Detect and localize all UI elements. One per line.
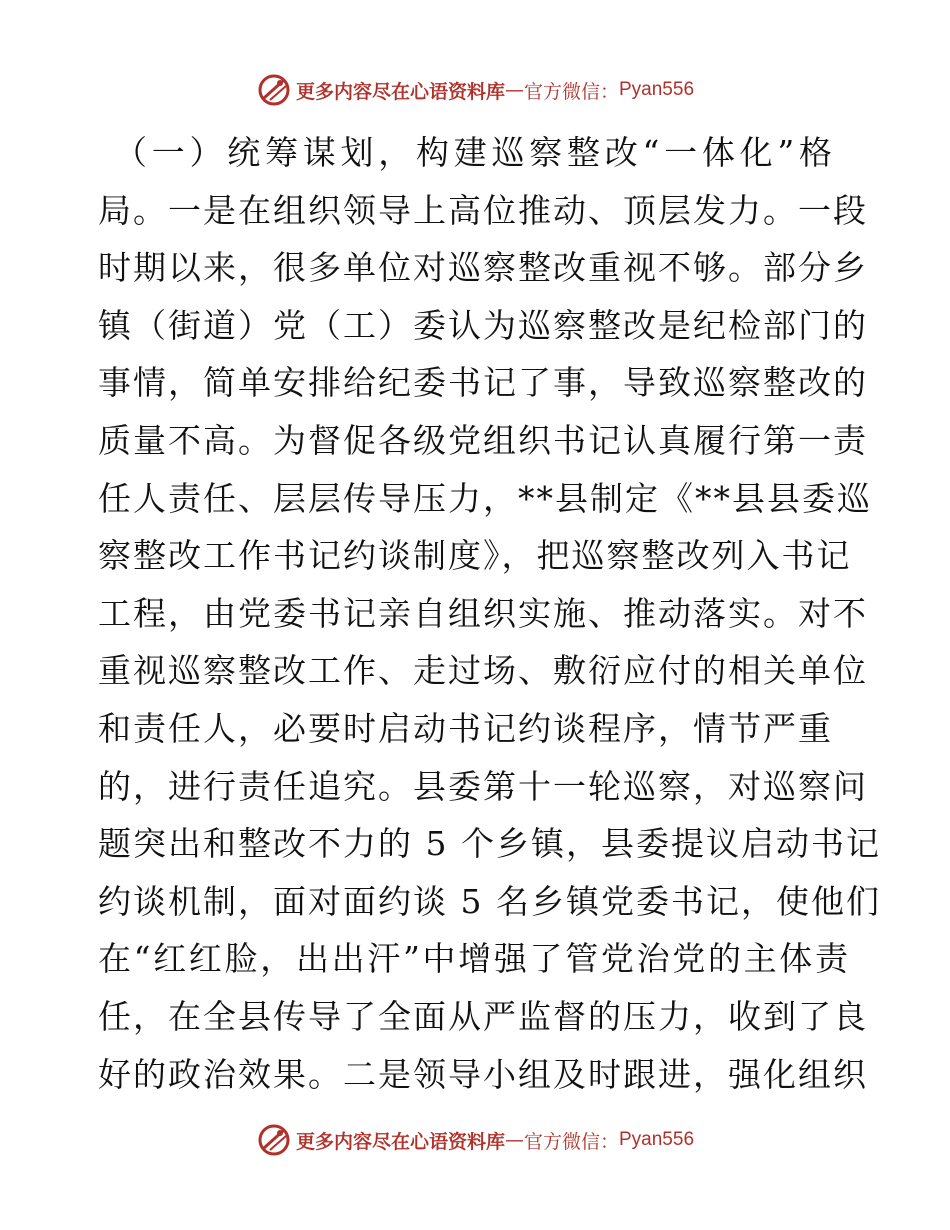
text-line: 任人责任、层层传导压力，**县制定《**县县委巡 bbox=[98, 478, 872, 518]
logo-icon bbox=[256, 72, 292, 108]
text-line: 好的政治效果。二是领导小组及时跟进，强化组织 bbox=[98, 1054, 868, 1094]
text-line: （一）统筹谋划，构建巡察整改“一体化”格 bbox=[114, 133, 834, 172]
text-line: 质量不高。为督促各级党组织书记认真履行第一责 bbox=[98, 420, 868, 460]
text-line: 镇（街道）党（工）委认为巡察整改是纪检部门的 bbox=[98, 305, 868, 345]
banner-wechat-id: Pyan556 bbox=[619, 79, 695, 100]
text-line: 时期以来，很多单位对巡察整改重视不够。部分乡 bbox=[98, 248, 868, 288]
header-banner bbox=[0, 70, 950, 110]
document-body bbox=[98, 124, 881, 1103]
banner-sub-text: 官方微信： bbox=[523, 1130, 619, 1153]
text-line: 局。一是在组织领导上高位推动、顶层发力。一段 bbox=[98, 190, 868, 230]
banner-dash: — bbox=[504, 79, 524, 101]
text-line: 察整改工作书记约谈制度》，把巡察整改列入书记 bbox=[98, 536, 852, 576]
text-line: 工程，由党委书记亲自组织实施、推动落实。对不 bbox=[98, 593, 868, 633]
text-line: 任，在全县传导了全面从严监督的压力，收到了良 bbox=[98, 996, 868, 1036]
footer-banner bbox=[0, 1120, 950, 1160]
text-line: 题突出和整改不力的 5 个乡镇，县委提议启动书记 bbox=[98, 824, 881, 864]
text-line: 在“红红脸，出出汗”中增强了管党治党的主体责 bbox=[98, 939, 850, 979]
banner-wechat-id: Pyan556 bbox=[619, 1129, 695, 1150]
banner-main-text: 更多内容尽在心语资料库 bbox=[295, 1130, 505, 1153]
banner-main-text: 更多内容尽在心语资料库 bbox=[295, 80, 505, 103]
logo-icon bbox=[256, 1122, 292, 1158]
banner-sub-text: 官方微信： bbox=[523, 80, 619, 103]
text-line: 事情，简单安排给纪委书记了事，导致巡察整改的 bbox=[98, 363, 868, 403]
text-line: 约谈机制，面对面约谈 5 名乡镇党委书记，使他们 bbox=[98, 881, 881, 921]
text-line: 的，进行责任追究。县委第十一轮巡察，对巡察问 bbox=[98, 766, 868, 806]
text-line: 重视巡察整改工作、走过场、敷衍应付的相关单位 bbox=[98, 651, 868, 691]
text-line: 和责任人，必要时启动书记约谈程序，情节严重 bbox=[98, 708, 833, 748]
banner-dash: — bbox=[504, 1129, 524, 1151]
